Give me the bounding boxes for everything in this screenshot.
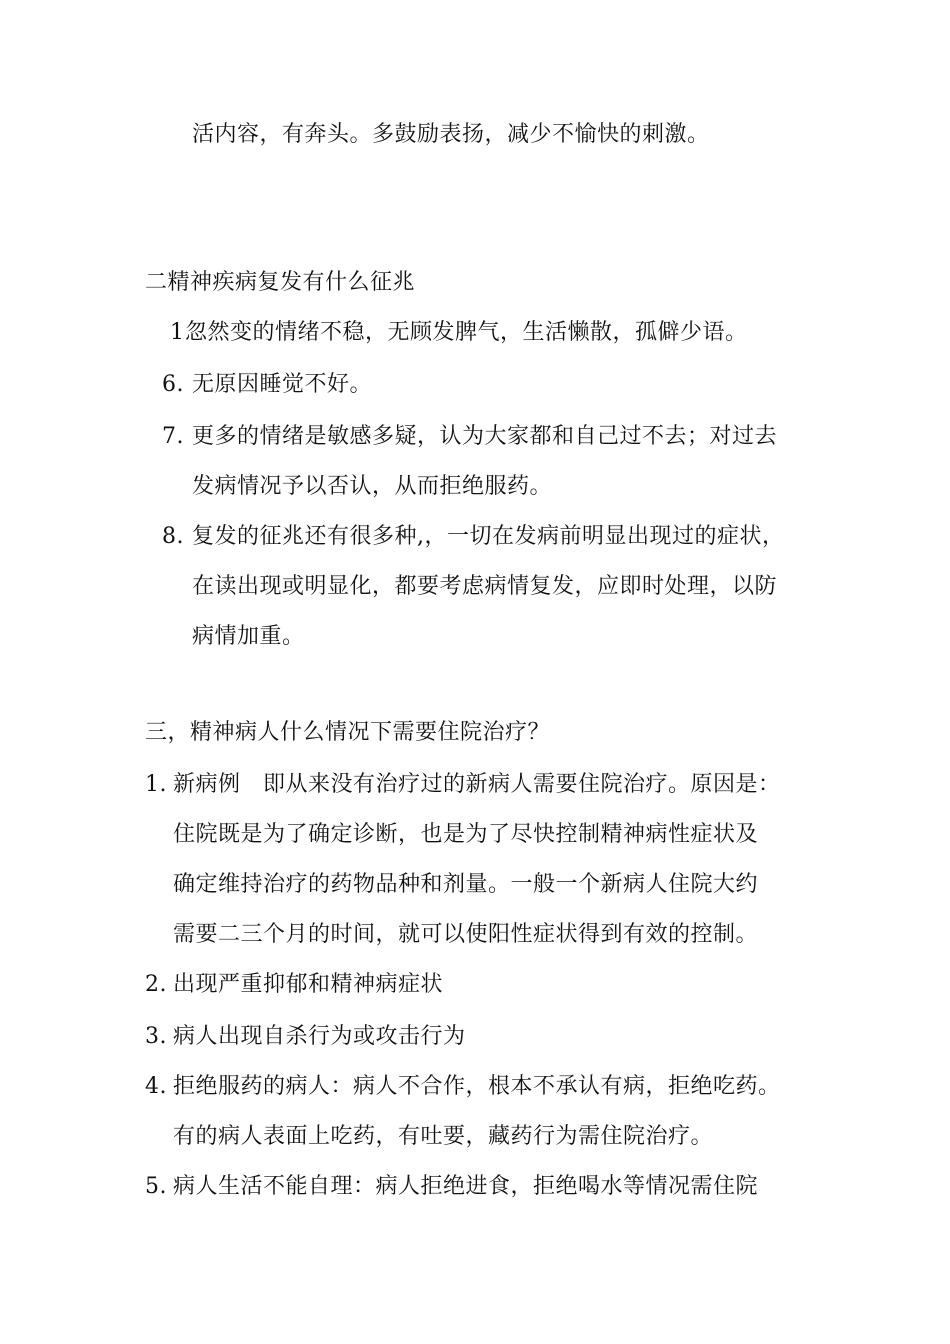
list-item-marker: 1. [145, 772, 167, 797]
list-item-text: 拒绝服药的病人：病人不合作，根本不承认有病，拒绝吃药。 [173, 1074, 781, 1099]
list-item-text: 病人出现自杀行为或攻击行为 [173, 1024, 466, 1049]
list-item-marker: 1 [170, 320, 185, 345]
list-item-text: 住院既是为了确定诊断，也是为了尽快控制精神病性症状及 [173, 822, 759, 847]
list-item-text: 确定维持治疗的药物品种和剂量。一般一个新病人住院大约 [173, 872, 759, 897]
list-item-text: 出现严重抑郁和精神病症状 [173, 972, 444, 997]
list-item-text: 在读出现或明显化，都要考虑病情复发，应即时处理，以防 [192, 574, 778, 599]
list-item-marker: 3. [145, 1024, 167, 1049]
section-heading: 二精神疾病复发有什么征兆 [145, 270, 416, 295]
list-item-marker: 2. [145, 972, 167, 997]
list-item-marker: 4. [145, 1074, 167, 1099]
list-item-text: 复发的征兆还有很多种,，一切在发病前明显出现过的症状， [192, 524, 785, 549]
list-item-text: 病情加重。 [192, 624, 305, 649]
list-item-marker: 5. [145, 1174, 167, 1199]
list-item-marker: 6. [162, 372, 184, 397]
section-heading: 三，精神病人什么情况下需要住院治疗？ [145, 720, 551, 745]
list-item-marker: 8. [162, 524, 184, 549]
list-item-marker: 7. [162, 424, 184, 449]
continuation-line: 活内容，有奔头。多鼓励表扬，减少不愉快的刺激。 [192, 122, 710, 147]
list-item-text: 忽然变的情绪不稳，无顾发脾气，生活懒散，孤僻少语。 [185, 320, 748, 345]
list-item-text: 更多的情绪是敏感多疑，认为大家都和自己过不去；对过去 [192, 424, 778, 449]
list-item-text: 病人生活不能自理：病人拒绝进食，拒绝喝水等情况需住院 [173, 1174, 759, 1199]
list-item-text: 新病例 即从来没有治疗过的新病人需要住院治疗。原因是： [173, 772, 781, 797]
list-item-text: 无原因睡觉不好。 [192, 372, 373, 397]
list-item-text: 需要二三个月的时间，就可以使阳性症状得到有效的控制。 [173, 922, 759, 947]
list-item-text: 发病情况予以否认，从而拒绝服药。 [192, 474, 553, 499]
list-item-text: 有的病人表面上吃药，有吐要，藏药行为需住院治疗。 [173, 1124, 714, 1149]
